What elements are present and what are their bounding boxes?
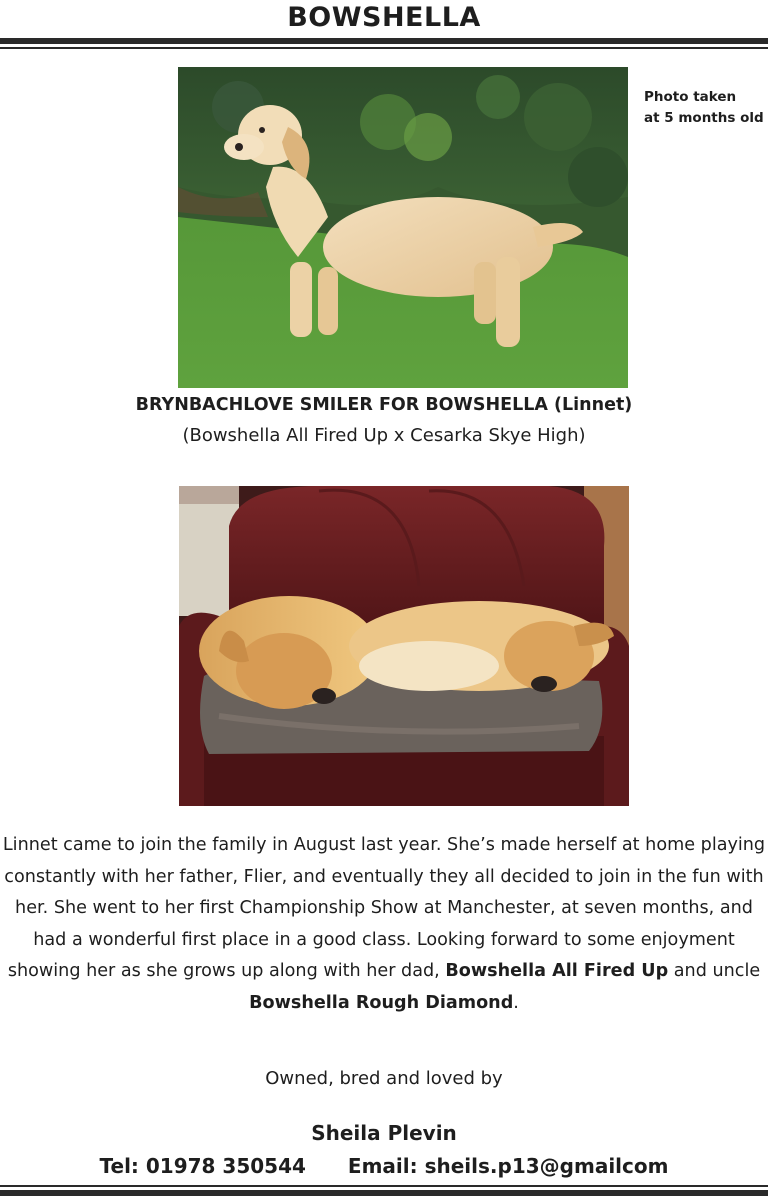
sleeping-dogs-photo bbox=[179, 486, 629, 806]
header-rule-thick bbox=[0, 38, 768, 44]
puppy-photo bbox=[178, 67, 628, 388]
owner-telephone: Tel: 01978 350544 bbox=[99, 1154, 306, 1178]
story-text-2: and uncle bbox=[668, 961, 761, 981]
story-text-3: . bbox=[513, 992, 519, 1013]
story-bold-uncle: Bowshella Rough Diamond bbox=[249, 992, 514, 1013]
story-paragraph bbox=[2, 830, 766, 1019]
photo-caption-line2: at 5 months old bbox=[644, 110, 764, 126]
story-bold-sire: Bowshella All Fired Up bbox=[445, 961, 669, 981]
header-rule-thin bbox=[0, 47, 768, 49]
photo-caption bbox=[644, 87, 768, 129]
footer-rule-thin bbox=[0, 1185, 768, 1187]
dog-pedigree: (Bowshella All Fired Up x Cesarka Skye High) bbox=[182, 425, 586, 446]
contact-line bbox=[0, 1154, 768, 1178]
owned-by-line: Owned, bred and loved by bbox=[265, 1068, 503, 1089]
footer-rule-thick bbox=[0, 1190, 768, 1196]
page-title: BOWSHELLA bbox=[287, 2, 481, 33]
owner-name: Sheila Plevin bbox=[311, 1121, 457, 1145]
story-text-1: Linnet came to join the family in August last year. She’s made herself at home playing constantly with her father, Flier, and eventually they all decided to join in the fun with her. She went to her first Championship Show at Manchester, at seven months, and had a wonderful first place in a good class. Looking forward to some enjoyment showing her as she grows up along with her dad, bbox=[2, 835, 766, 981]
dog-registered-name: BRYNBACHLOVE SMILER FOR BOWSHELLA (Linnet) bbox=[135, 395, 633, 415]
owner-email: Email: sheils.p13@gmailcom bbox=[347, 1154, 669, 1178]
photo-caption-line1: Photo taken bbox=[644, 89, 737, 105]
